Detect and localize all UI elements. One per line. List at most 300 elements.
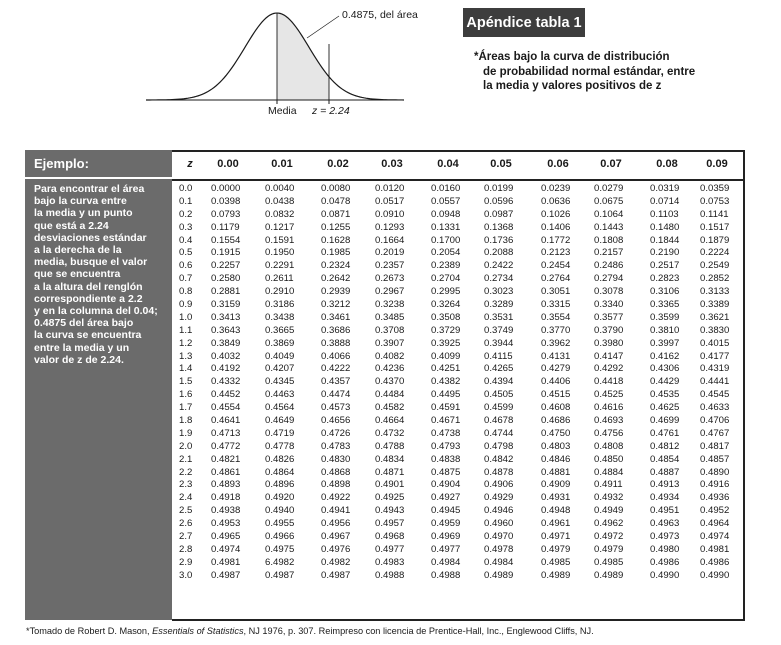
z-value-cell: 0.6 bbox=[179, 260, 193, 272]
example-line: y en la columna del 0.04; bbox=[34, 305, 158, 318]
table-cell: 0.4505 bbox=[484, 389, 514, 401]
table-cell: 0.4925 bbox=[375, 492, 405, 504]
table-cell: 0.0793 bbox=[211, 208, 241, 220]
table-cell: 0.4987 bbox=[211, 569, 241, 581]
table-cell: 0.3106 bbox=[650, 286, 680, 298]
table-cell: 0.4861 bbox=[211, 466, 241, 478]
table-cell: 0.4966 bbox=[265, 531, 295, 543]
table-cell: 0.4778 bbox=[265, 440, 295, 452]
table-cell: 0.2794 bbox=[594, 273, 624, 285]
table-cell: 0.4306 bbox=[650, 363, 680, 375]
table-cell: 0.4988 bbox=[375, 569, 405, 581]
table-header-row bbox=[172, 152, 743, 181]
area-label: 0.4875, del área bbox=[342, 9, 418, 21]
table-cell: 0.2517 bbox=[650, 260, 680, 272]
table-cell: 0.4940 bbox=[265, 505, 295, 517]
table-cell: 0.4177 bbox=[700, 350, 730, 362]
table-cell: 0.4898 bbox=[321, 479, 351, 491]
table-cell: 0.4975 bbox=[265, 543, 295, 555]
example-line: a la altura del renglón bbox=[34, 280, 143, 293]
table-cell: 0.4864 bbox=[265, 466, 295, 478]
table-cell: 0.0279 bbox=[594, 183, 624, 194]
table-cell: 0.4960 bbox=[484, 518, 514, 530]
table-cell: 0.4850 bbox=[594, 453, 624, 465]
table-cell: 0.1985 bbox=[321, 247, 351, 259]
table-cell: 0.3315 bbox=[541, 299, 571, 311]
table-cell: 0.4726 bbox=[321, 427, 351, 439]
table-cell: 0.1879 bbox=[700, 234, 730, 246]
table-cell: 0.2580 bbox=[211, 273, 241, 285]
table-cell: 0.4756 bbox=[594, 427, 624, 439]
table-cell: 0.3023 bbox=[484, 286, 514, 298]
z-value-cell: 1.7 bbox=[179, 402, 193, 414]
table-cell: 0.4945 bbox=[431, 505, 461, 517]
table-cell: 0.2704 bbox=[431, 273, 461, 285]
table-cell: 0.4573 bbox=[321, 402, 351, 414]
table-cell: 0.4978 bbox=[484, 543, 514, 555]
table-cell: 0.4896 bbox=[265, 479, 295, 491]
z-value-cell: 1.8 bbox=[179, 415, 193, 427]
table-cell: 0.4943 bbox=[375, 505, 405, 517]
table-caption bbox=[474, 50, 714, 94]
table-cell: 0.0910 bbox=[375, 208, 405, 220]
example-line: Para encontrar el área bbox=[34, 183, 145, 195]
table-row bbox=[172, 505, 743, 518]
table-cell: 0.4671 bbox=[431, 415, 461, 427]
table-row bbox=[172, 363, 743, 376]
table-cell: 0.4987 bbox=[265, 569, 295, 581]
table-cell: 0.4955 bbox=[265, 518, 295, 530]
table-cell: 0.3686 bbox=[321, 324, 351, 336]
table-cell: 0.3708 bbox=[375, 324, 405, 336]
z-value-cell: 2.6 bbox=[179, 518, 193, 530]
table-cell: 0.4830 bbox=[321, 453, 351, 465]
table-cell: 0.4616 bbox=[594, 402, 624, 414]
table-cell: 0.4332 bbox=[211, 376, 241, 388]
table-cell: 0.4599 bbox=[484, 402, 514, 414]
header-col-1: 0.00 bbox=[217, 158, 239, 170]
table-cell: 0.0557 bbox=[431, 195, 461, 207]
table-cell: 0.3159 bbox=[211, 299, 241, 311]
table-cell: 0.4429 bbox=[650, 376, 680, 388]
table-cell: 0.4049 bbox=[265, 350, 295, 362]
table-cell: 0.2123 bbox=[541, 247, 571, 259]
table-cell: 0.4981 bbox=[211, 556, 241, 568]
table-cell: 0.2257 bbox=[211, 260, 241, 272]
table-cell: 0.4968 bbox=[375, 531, 405, 543]
table-cell: 0.4207 bbox=[265, 363, 295, 375]
table-cell: 0.3340 bbox=[594, 299, 624, 311]
table-cell: 0.2852 bbox=[700, 273, 730, 285]
table-cell: 0.4911 bbox=[594, 479, 623, 491]
table-row bbox=[172, 544, 743, 557]
header-col-10: 0.09 bbox=[706, 158, 728, 170]
example-line: a la derecha de la bbox=[34, 244, 122, 257]
table-row bbox=[172, 286, 743, 299]
table-cell: 0.4952 bbox=[700, 505, 730, 517]
table-cell: 0.4525 bbox=[594, 389, 624, 401]
table-cell: 0.4082 bbox=[375, 350, 405, 362]
table-cell: 0.2486 bbox=[594, 260, 624, 272]
table-cell: 0.4979 bbox=[541, 543, 571, 555]
table-cell: 0.0753 bbox=[700, 195, 730, 207]
table-cell: 0.0675 bbox=[594, 195, 624, 207]
table-cell: 0.4970 bbox=[484, 531, 514, 543]
table-cell: 0.4984 bbox=[431, 556, 461, 568]
footnote-book-title: Essentials of Statistics bbox=[152, 626, 244, 636]
table-cell: 0.1950 bbox=[265, 247, 295, 259]
table-cell: 0.4515 bbox=[541, 389, 571, 401]
table-cell: 0.4251 bbox=[431, 363, 461, 375]
table-cell: 0.4875 bbox=[431, 466, 461, 478]
table-cell: 0.0000 bbox=[211, 183, 241, 194]
table-cell: 0.4693 bbox=[594, 415, 624, 427]
table-row bbox=[172, 389, 743, 402]
table-cell: 0.4719 bbox=[265, 427, 295, 439]
table-cell: 0.4878 bbox=[484, 466, 514, 478]
table-cell: 0.4957 bbox=[375, 518, 405, 530]
z-value-cell: 0.0 bbox=[179, 183, 193, 194]
table-cell: 0.1700 bbox=[431, 234, 461, 246]
table-cell: 0.4964 bbox=[700, 518, 730, 530]
table-cell: 0.4319 bbox=[700, 363, 730, 375]
mean-label: Media bbox=[268, 105, 297, 117]
z-value-cell: 2.5 bbox=[179, 505, 193, 517]
table-cell: 0.4834 bbox=[375, 453, 405, 465]
table-cell: 0.4838 bbox=[431, 453, 461, 465]
table-cell: 0.2291 bbox=[265, 260, 295, 272]
table-cell: 0.4904 bbox=[431, 479, 461, 491]
table-cell: 0.4981 bbox=[700, 543, 730, 555]
table-cell: 0.3830 bbox=[700, 324, 730, 336]
table-cell: 0.4706 bbox=[700, 415, 730, 427]
table-cell: 0.4868 bbox=[321, 466, 351, 478]
table-row bbox=[172, 492, 743, 505]
table-cell: 0.1255 bbox=[321, 221, 351, 233]
table-cell: 0.2967 bbox=[375, 286, 405, 298]
table-cell: 0.4846 bbox=[541, 453, 571, 465]
table-cell: 0.2324 bbox=[321, 260, 351, 272]
table-cell: 0.4738 bbox=[431, 427, 461, 439]
table-cell: 0.0714 bbox=[650, 195, 680, 207]
table-cell: 0.4236 bbox=[375, 363, 405, 375]
table-row bbox=[172, 209, 743, 222]
table-row bbox=[172, 299, 743, 312]
table-cell: 0.1443 bbox=[594, 221, 624, 233]
table-cell: 0.4554 bbox=[211, 402, 241, 414]
table-cell: 0.3212 bbox=[321, 299, 351, 311]
table-cell: 0.3980 bbox=[594, 337, 624, 349]
table-cell: 6.4982 bbox=[265, 556, 295, 568]
z-value-cell: 1.5 bbox=[179, 376, 193, 388]
table-cell: 0.4535 bbox=[650, 389, 680, 401]
table-cell: 0.0398 bbox=[211, 195, 241, 207]
table-cell: 0.4664 bbox=[375, 415, 405, 427]
table-cell: 0.2611 bbox=[265, 273, 294, 285]
z-value-cell: 1.3 bbox=[179, 350, 193, 362]
table-cell: 0.3888 bbox=[321, 337, 351, 349]
header-col-4: 0.03 bbox=[381, 158, 403, 170]
table-cell: 0.1368 bbox=[484, 221, 514, 233]
z-value-label: z = 2.24 bbox=[312, 105, 350, 117]
table-cell: 0.3485 bbox=[375, 311, 405, 323]
table-cell: 0.4699 bbox=[650, 415, 680, 427]
table-row bbox=[172, 196, 743, 209]
table-cell: 0.4633 bbox=[700, 402, 730, 414]
table-cell: 0.2019 bbox=[375, 247, 405, 259]
table-cell: 0.4916 bbox=[700, 479, 730, 491]
table-cell: 0.4909 bbox=[541, 479, 571, 491]
table-cell: 0.4382 bbox=[431, 376, 461, 388]
footnote bbox=[26, 626, 594, 636]
table-cell: 0.0517 bbox=[375, 195, 405, 207]
table-cell: 0.2881 bbox=[211, 286, 241, 298]
table-cell: 0.2454 bbox=[541, 260, 571, 272]
table-cell: 0.3907 bbox=[375, 337, 405, 349]
table-cell: 0.4965 bbox=[211, 531, 241, 543]
table-cell: 0.4887 bbox=[650, 466, 680, 478]
table-cell: 0.1844 bbox=[650, 234, 680, 246]
table-cell: 0.4913 bbox=[650, 479, 680, 491]
normal-curve bbox=[146, 13, 404, 100]
table-cell: 0.2764 bbox=[541, 273, 571, 285]
table-cell: 0.4936 bbox=[700, 492, 730, 504]
table-cell: 0.4959 bbox=[431, 518, 461, 530]
table-cell: 0.0359 bbox=[700, 183, 730, 194]
table-row bbox=[172, 415, 743, 428]
table-row bbox=[172, 518, 743, 531]
table-cell: 0.4808 bbox=[594, 440, 624, 452]
table-cell: 0.3554 bbox=[541, 311, 571, 323]
table-row bbox=[172, 428, 743, 441]
table-cell: 0.3438 bbox=[265, 311, 295, 323]
z-value-cell: 2.7 bbox=[179, 531, 193, 543]
table-cell: 0.4686 bbox=[541, 415, 571, 427]
table-cell: 0.0948 bbox=[431, 208, 461, 220]
z-value-cell: 1.2 bbox=[179, 337, 193, 349]
table-cell: 0.4222 bbox=[321, 363, 351, 375]
table-row bbox=[172, 351, 743, 364]
example-line: 0.4875 del área bajo bbox=[34, 317, 134, 330]
example-line: bajo la curva entre bbox=[34, 195, 127, 208]
table-cell: 0.4656 bbox=[321, 415, 351, 427]
table-cell: 0.4985 bbox=[541, 556, 571, 568]
table-cell: 0.1628 bbox=[321, 234, 351, 246]
table-cell: 0.2389 bbox=[431, 260, 461, 272]
table-cell: 0.4931 bbox=[541, 492, 571, 504]
table-cell: 0.4962 bbox=[594, 518, 624, 530]
table-cell: 0.4990 bbox=[650, 569, 680, 581]
table-cell: 0.3461 bbox=[321, 311, 351, 323]
example-line: correspondiente a 2.2 bbox=[34, 292, 143, 305]
table-cell: 0.4918 bbox=[211, 492, 241, 504]
example-line: que se encuentra bbox=[34, 268, 121, 281]
table-cell: 0.2823 bbox=[650, 273, 680, 285]
table-cell: 0.4881 bbox=[541, 466, 571, 478]
table-cell: 0.3238 bbox=[375, 299, 405, 311]
example-divider bbox=[25, 177, 172, 179]
table-cell: 0.4938 bbox=[211, 505, 241, 517]
table-row bbox=[172, 260, 743, 273]
table-cell: 0.4854 bbox=[650, 453, 680, 465]
table-cell: 0.4973 bbox=[650, 531, 680, 543]
table-row bbox=[172, 454, 743, 467]
table-cell: 0.0120 bbox=[375, 183, 405, 194]
table-cell: 0.4803 bbox=[541, 440, 571, 452]
table-cell: 0.3869 bbox=[265, 337, 295, 349]
table-cell: 0.1808 bbox=[594, 234, 624, 246]
table-cell: 0.3289 bbox=[484, 299, 514, 311]
header-z: z bbox=[187, 158, 193, 170]
z-value-cell: 0.2 bbox=[179, 208, 193, 220]
table-cell: 0.4641 bbox=[211, 415, 241, 427]
table-cell: 0.4949 bbox=[594, 505, 624, 517]
table-cell: 0.4967 bbox=[321, 531, 351, 543]
header-col-9: 0.08 bbox=[656, 158, 678, 170]
footnote-suffix: , NJ 1976, p. 307. Reimpreso con licencia de Prentice-Hall, Inc., Englewood Cliffs, NJ. bbox=[243, 626, 594, 636]
table-cell: 0.0080 bbox=[321, 183, 351, 194]
table-cell: 0.4927 bbox=[431, 492, 461, 504]
z-value-cell: 1.4 bbox=[179, 363, 193, 375]
z-value-cell: 3.0 bbox=[179, 569, 193, 581]
table-cell: 0.2054 bbox=[431, 247, 461, 259]
table-cell: 0.4985 bbox=[594, 556, 624, 568]
table-cell: 0.4015 bbox=[700, 337, 730, 349]
example-title: Ejemplo: bbox=[34, 156, 89, 171]
z-value-cell: 0.4 bbox=[179, 234, 193, 246]
normal-curve-figure bbox=[140, 0, 418, 125]
appendix-title bbox=[463, 8, 585, 37]
table-cell: 0.2422 bbox=[484, 260, 514, 272]
table-cell: 0.4982 bbox=[321, 556, 351, 568]
table-cell: 0.4983 bbox=[375, 556, 405, 568]
table-cell: 0.1217 bbox=[265, 221, 295, 233]
table-cell: 0.4988 bbox=[431, 569, 461, 581]
example-text bbox=[34, 183, 168, 366]
table-cell: 0.2190 bbox=[650, 247, 680, 259]
table-cell: 0.3133 bbox=[700, 286, 730, 298]
table-cell: 0.2088 bbox=[484, 247, 514, 259]
example-line: que está a 2.24 bbox=[34, 219, 109, 232]
table-cell: 0.4929 bbox=[484, 492, 514, 504]
table-cell: 0.4961 bbox=[541, 518, 571, 530]
example-line: valor de z de 2.24. bbox=[34, 353, 124, 366]
z-value-cell: 0.9 bbox=[179, 299, 193, 311]
table-cell: 0.0596 bbox=[484, 195, 514, 207]
table-cell: 0.3962 bbox=[541, 337, 571, 349]
example-line: media, busque el valor bbox=[34, 256, 148, 269]
table-cell: 0.1103 bbox=[650, 208, 679, 220]
table-cell: 0.2910 bbox=[265, 286, 295, 298]
shaded-area bbox=[277, 13, 329, 100]
table-cell: 0.4906 bbox=[484, 479, 514, 491]
table-cell: 0.4979 bbox=[594, 543, 624, 555]
table-cell: 0.2642 bbox=[321, 273, 351, 285]
appendix-title-text: Apéndice tabla 1 bbox=[466, 14, 582, 31]
z-value-cell: 2.8 bbox=[179, 543, 193, 555]
table-cell: 0.4484 bbox=[375, 389, 405, 401]
table-cell: 0.4948 bbox=[541, 505, 571, 517]
table-cell: 0.3365 bbox=[650, 299, 680, 311]
table-cell: 0.4969 bbox=[431, 531, 461, 543]
table-cell: 0.4980 bbox=[650, 543, 680, 555]
table-cell: 0.4934 bbox=[650, 492, 680, 504]
table-cell: 0.4871 bbox=[375, 466, 405, 478]
table-cell: 0.0160 bbox=[431, 183, 461, 194]
table-cell: 0.3186 bbox=[265, 299, 295, 311]
table-cell: 0.1331 bbox=[431, 221, 461, 233]
table-cell: 0.1179 bbox=[211, 221, 240, 233]
table-cell: 0.2357 bbox=[375, 260, 405, 272]
table-cell: 0.4783 bbox=[321, 440, 351, 452]
table-cell: 0.1293 bbox=[375, 221, 405, 233]
table-cell: 0.4793 bbox=[431, 440, 461, 452]
table-cell: 0.1064 bbox=[594, 208, 624, 220]
table-cell: 0.4772 bbox=[211, 440, 241, 452]
example-panel bbox=[25, 150, 172, 620]
table-cell: 0.4788 bbox=[375, 440, 405, 452]
table-cell: 0.2157 bbox=[594, 247, 624, 259]
table-cell: 0.4963 bbox=[650, 518, 680, 530]
z-value-cell: 0.3 bbox=[179, 221, 193, 233]
table-cell: 0.1026 bbox=[541, 208, 571, 220]
table-cell: 0.3531 bbox=[484, 311, 514, 323]
table-cell: 0.4977 bbox=[375, 543, 405, 555]
table-cell: 0.4545 bbox=[700, 389, 730, 401]
table-cell: 0.4292 bbox=[594, 363, 624, 375]
z-value-cell: 2.0 bbox=[179, 440, 193, 452]
table-cell: 0.4987 bbox=[321, 569, 351, 581]
header-col-3: 0.02 bbox=[327, 158, 349, 170]
table-cell: 0.3810 bbox=[650, 324, 680, 336]
table-cell: 0.4817 bbox=[700, 440, 730, 452]
table-cell: 0.4972 bbox=[594, 531, 624, 543]
table-cell: 0.1517 bbox=[700, 221, 730, 233]
table-cell: 0.4732 bbox=[375, 427, 405, 439]
table-cell: 0.4941 bbox=[321, 505, 351, 517]
table-cell: 0.4893 bbox=[211, 479, 241, 491]
table-cell: 0.4990 bbox=[700, 569, 730, 581]
table-row bbox=[172, 235, 743, 248]
z-table bbox=[172, 150, 745, 621]
caption-line-3: la media y valores positivos de z bbox=[483, 80, 662, 92]
table-cell: 0.2549 bbox=[700, 260, 730, 272]
table-cell: 0.2995 bbox=[431, 286, 461, 298]
table-cell: 0.4976 bbox=[321, 543, 351, 555]
table-cell: 0.1591 bbox=[265, 234, 295, 246]
table-cell: 0.4345 bbox=[265, 376, 295, 388]
table-cell: 0.4986 bbox=[700, 556, 730, 568]
table-cell: 0.4564 bbox=[265, 402, 295, 414]
table-cell: 0.4842 bbox=[484, 453, 514, 465]
area-leader-line bbox=[307, 16, 339, 38]
table-cell: 0.4032 bbox=[211, 350, 241, 362]
table-cell: 0.4884 bbox=[594, 466, 624, 478]
table-cell: 0.3925 bbox=[431, 337, 461, 349]
table-cell: 0.4265 bbox=[484, 363, 514, 375]
table-cell: 0.4951 bbox=[650, 505, 680, 517]
table-cell: 0.4989 bbox=[484, 569, 514, 581]
table-cell: 0.0871 bbox=[321, 208, 351, 220]
table-cell: 0.4890 bbox=[700, 466, 730, 478]
table-cell: 0.0438 bbox=[265, 195, 295, 207]
table-cell: 0.2673 bbox=[375, 273, 405, 285]
table-cell: 0.4956 bbox=[321, 518, 351, 530]
table-cell: 0.2939 bbox=[321, 286, 351, 298]
z-value-cell: 0.7 bbox=[179, 273, 193, 285]
table-cell: 0.1406 bbox=[541, 221, 571, 233]
table-cell: 0.4946 bbox=[484, 505, 514, 517]
